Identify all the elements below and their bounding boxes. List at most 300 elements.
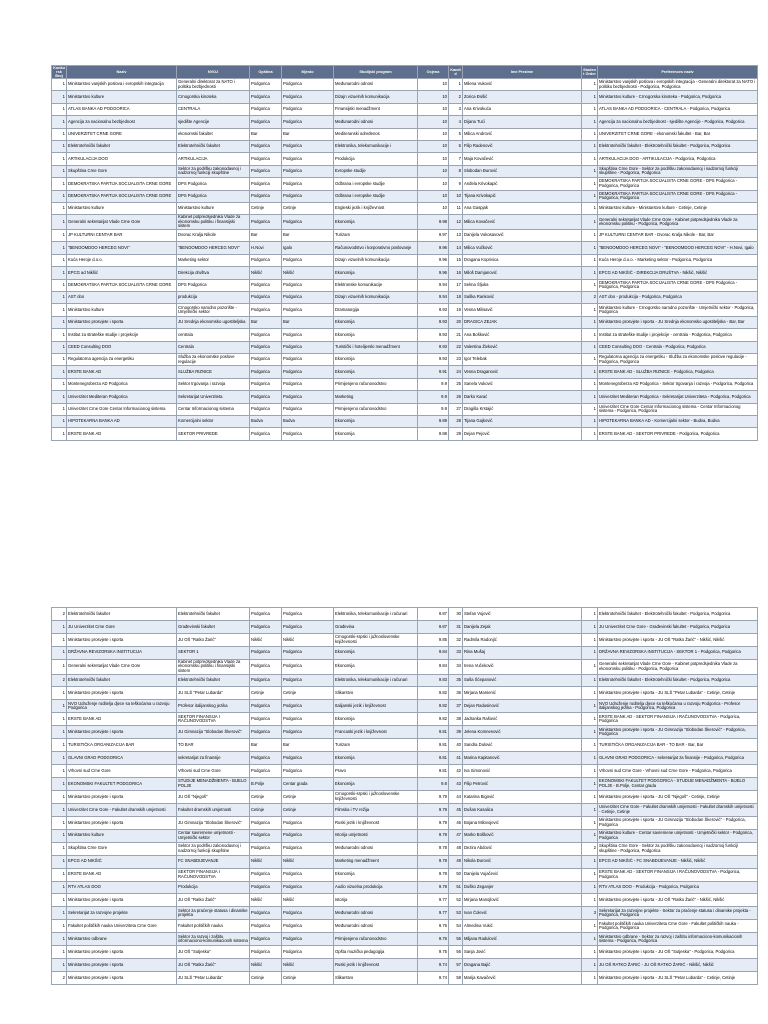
cell-naziv: CEED Consulting DOO	[67, 341, 177, 353]
cell-studijski-program: Opšta muzička pedagogija	[334, 946, 418, 959]
cell-preferences-naziv: TURISTIČKA ORGANIZACIJA BAR - TO BAR - Bar, Bar	[598, 739, 758, 752]
cell-kandidat: 10	[449, 190, 463, 202]
cell-ime-prezime: Dijana Tući	[463, 116, 582, 128]
cell-preferences-naziv: Univerzitet Crne Gore - Fakultet dramskih umjetnosti - Fakultet dramskih umjetnosti - Cetinje, Cetinje	[598, 803, 758, 816]
cell-preferences-naziv: Regulatorna agencija za energetiku - Služba za ekonomske poslove regulacije - Podgorica, Podgorica	[598, 353, 758, 365]
cell-nvoj: Generalni direktorat za NATO i politiku bezbjednosti	[177, 79, 250, 91]
cell-naziv: JU Univerzitet Crne Gore	[67, 620, 177, 633]
table-row[interactable]	[52, 972, 758, 985]
cell-student-order: 1	[582, 190, 598, 202]
cell-student-order: 1	[582, 829, 598, 842]
table-row[interactable]	[52, 959, 758, 972]
cell-opstina: Bar	[250, 316, 282, 328]
cell-preferences-naziv: Skupština Crne Gore - Sektor za podršku zakonodavnoj i nadzornoj funkciji skupštine - Podgorica, Podgorica	[598, 842, 758, 855]
cell-kandidat: 47	[449, 829, 463, 842]
cell-preferences-naziv: RTV ATLAS DOO - Produkcija - Podgorica, Podgorica	[598, 881, 758, 894]
table-row[interactable]	[52, 829, 758, 842]
cell-opstina: Podgorica	[250, 907, 282, 920]
cell-ime-prezime: Ivan Čolević	[463, 907, 582, 920]
cell-student-order: 1	[582, 341, 598, 353]
cell-konkursni-broj: 1	[52, 103, 67, 115]
cell-opstina: Podgorica	[250, 304, 282, 316]
cell-studijski-program: Engleski jezik i književnost	[334, 202, 418, 214]
cell-ime-prezime: Filip Radenović	[463, 140, 582, 152]
cell-kandidat: 50	[449, 868, 463, 881]
cell-ime-prezime: Tijana Gajković	[463, 415, 582, 427]
cell-kandidat: 52	[449, 894, 463, 907]
cell-ocjena: 10	[418, 128, 449, 140]
cell-studijski-program: Filmska i TV režija	[334, 803, 418, 816]
cell-konkursni-broj: 1	[52, 378, 67, 390]
cell-student-order: 1	[582, 215, 598, 230]
cell-konkursni-broj: 1	[52, 816, 67, 829]
cell-ocjena: 9.87	[418, 608, 449, 621]
cell-naziv: Univerzitet Crne Gore - Fakultet dramskih umjetnosti	[67, 803, 177, 816]
table-row[interactable]	[52, 353, 758, 365]
cell-preferences-naziv: Vrhovni sud Crne Gore - Vrhovni sud Crne Gore - Podgorica, Podgorica	[598, 765, 758, 778]
table-row[interactable]	[52, 178, 758, 190]
cell-ime-prezime: Anđela Krivokapić	[463, 178, 582, 190]
table-row[interactable]	[52, 700, 758, 713]
cell-kandidat: 13	[449, 230, 463, 242]
cell-student-order: 1	[582, 752, 598, 765]
cell-studijski-program: Finansijski menadžment	[334, 103, 418, 115]
cell-nvoj: Profesor italijanskog jezika	[177, 700, 250, 713]
cell-ime-prezime: Marko Bošković	[463, 829, 582, 842]
cell-konkursni-broj: 1	[52, 868, 67, 881]
table-row[interactable]	[52, 428, 758, 440]
table-row[interactable]	[52, 329, 758, 341]
cell-mjesto: Podgorica	[282, 279, 334, 291]
cell-naziv: Elektrotehnički fakultet	[67, 140, 177, 152]
cell-mjesto: Podgorica	[282, 608, 334, 621]
table-row[interactable]	[52, 103, 758, 115]
cell-mjesto: Igalo	[282, 242, 334, 254]
table-row[interactable]	[52, 304, 758, 316]
cell-konkursni-broj: 1	[52, 687, 67, 700]
cell-studijski-program: Elektronika, telekomunikacije i računari	[334, 674, 418, 687]
cell-kandidat: 35	[449, 674, 463, 687]
cell-ocjena: 10	[418, 116, 449, 128]
cell-opstina: Podgorica	[250, 816, 282, 829]
table-row[interactable]	[52, 116, 758, 128]
cell-opstina: Podgorica	[250, 378, 282, 390]
table-row[interactable]	[52, 726, 758, 739]
cell-mjesto: Cetinje	[282, 202, 334, 214]
cell-kandidat: 49	[449, 855, 463, 868]
cell-ocjena: 9.97	[418, 230, 449, 242]
table-row[interactable]	[52, 316, 758, 328]
cell-mjesto: Podgorica	[282, 881, 334, 894]
table-row[interactable]	[52, 803, 758, 816]
cell-preferences-naziv: JU Univerzitet Crne Gore - Građevinski fakultet - Podgorica, Podgorica	[598, 620, 758, 633]
table-row[interactable]	[52, 190, 758, 202]
cell-kandidat: 20	[449, 316, 463, 328]
cell-studijski-program: Slikarstvo	[334, 972, 418, 985]
cell-nvoj: Fakultet dramskih umjetnosti	[177, 803, 250, 816]
header-opstina[interactable]: Opština	[250, 66, 282, 79]
cell-ime-prezime: Saša Šćepanović	[463, 674, 582, 687]
cell-opstina: Podgorica	[250, 178, 282, 190]
cell-preferences-naziv: NVO Udruženje roditelja djece sa teškoćama u razvoju Podgorica - Profesor italijanskog jezika - Podgorica, Podgorica	[598, 700, 758, 713]
table-row[interactable]	[52, 816, 758, 829]
cell-nvoj: Sektor za podršku zakonodavnoj i nadzornoj funkciji skupštine	[177, 842, 250, 855]
cell-nvoj: sekretarijat za finansije	[177, 752, 250, 765]
cell-ocjena: 9.77	[418, 907, 449, 920]
cell-ime-prezime: Milica Kovačević	[463, 215, 582, 230]
cell-mjesto: Podgorica	[282, 178, 334, 190]
cell-preferences-naziv: Univerzitet Mediteran Podgorica - Sekretarijat Univerziteta - Podgorica, Podgorica	[598, 391, 758, 403]
cell-kandidat: 51	[449, 881, 463, 894]
table-row[interactable]	[52, 842, 758, 855]
cell-opstina: Podgorica	[250, 700, 282, 713]
cell-konkursni-broj: 1	[52, 752, 67, 765]
table-header	[52, 66, 758, 79]
cell-ime-prezime: Saška Ranković	[463, 292, 582, 304]
cell-mjesto: Podgorica	[282, 765, 334, 778]
cell-ocjena: 9.94	[418, 292, 449, 304]
cell-konkursni-broj: 1	[52, 279, 67, 291]
cell-konkursni-broj: 1	[52, 215, 67, 230]
cell-kandidat: 5	[449, 128, 463, 140]
cell-student-order: 1	[582, 428, 598, 440]
cell-konkursni-broj: 1	[52, 178, 67, 190]
table-row[interactable]	[52, 140, 758, 152]
table-row[interactable]	[52, 254, 758, 266]
cell-mjesto: Podgorica	[282, 907, 334, 920]
cell-student-order: 1	[582, 972, 598, 985]
cell-konkursni-broj: 1	[52, 391, 67, 403]
cell-student-order: 1	[582, 946, 598, 959]
cell-konkursni-broj: 1	[52, 765, 67, 778]
cell-mjesto: Podgorica	[282, 659, 334, 674]
table-row[interactable]	[52, 391, 758, 403]
table-row[interactable]	[52, 778, 758, 791]
header-student-order[interactable]: Student Order	[582, 66, 598, 79]
cell-opstina: Podgorica	[250, 881, 282, 894]
cell-konkursni-broj: 1	[52, 855, 67, 868]
cell-opstina: Podgorica	[250, 752, 282, 765]
table-row[interactable]	[52, 292, 758, 304]
cell-opstina: Podgorica	[250, 659, 282, 674]
cell-preferences-naziv: Kuća Heroje d.o.o. - Marketing sektor - Podgorica, Podgorica	[598, 254, 758, 266]
cell-ime-prezime: Marija Kavačević	[463, 972, 582, 985]
table-row[interactable]	[52, 230, 758, 242]
cell-studijski-program: Dizajn vizuelnih komunikacija	[334, 254, 418, 266]
cell-naziv: ERSTE BANK AD	[67, 713, 177, 726]
cell-student-order: 1	[582, 140, 598, 152]
cell-ocjena: 9.78	[418, 868, 449, 881]
cell-opstina: Podgorica	[250, 79, 282, 91]
cell-ocjena: 9.89	[418, 415, 449, 427]
cell-student-order: 1	[582, 659, 598, 674]
cell-preferences-naziv: "BENOOMDOO HERCEG NOVI" - "BENOOMDOO HERCEG NOVI" - H.Novi, Igalo	[598, 242, 758, 254]
cell-ime-prezime: Mirjana Marsenić	[463, 687, 582, 700]
cell-nvoj: SEKTOR PRIVREDE	[177, 428, 250, 440]
cell-kandidat: 38	[449, 713, 463, 726]
cell-opstina: Bar	[250, 230, 282, 242]
cell-ime-prezime: Selma Šljuka	[463, 279, 582, 291]
cell-student-order: 1	[582, 366, 598, 378]
table-row[interactable]	[52, 687, 758, 700]
cell-nvoj: JU Srednja ekonomsko ugostiteljska	[177, 316, 250, 328]
cell-kandidat: 58	[449, 972, 463, 985]
cell-ocjena: 9.82	[418, 713, 449, 726]
cell-kandidat: 12	[449, 215, 463, 230]
cell-studijski-program: Ekonomija	[334, 316, 418, 328]
cell-mjesto: Podgorica	[282, 329, 334, 341]
table-row[interactable]	[52, 128, 758, 140]
cell-konkursni-broj: 1	[52, 778, 67, 791]
table-row[interactable]	[52, 633, 758, 646]
cell-kandidat: 16	[449, 267, 463, 279]
cell-ocjena: 9.79	[418, 790, 449, 803]
cell-konkursni-broj: 1	[52, 933, 67, 946]
cell-ime-prezime: Milena Vuković	[463, 79, 582, 91]
cell-student-order: 1	[582, 304, 598, 316]
cell-opstina: Podgorica	[250, 153, 282, 165]
cell-nvoj: Dvorac Kralja Nikole	[177, 230, 250, 242]
cell-opstina: Podgorica	[250, 353, 282, 365]
cell-ocjena: 10	[418, 103, 449, 115]
cell-ocjena: 10	[418, 202, 449, 214]
cell-student-order: 1	[582, 855, 598, 868]
cell-preferences-naziv: CEED Consulting DOO - Centrala - Podgorica, Podgorica	[598, 341, 758, 353]
table-row[interactable]	[52, 739, 758, 752]
cell-kandidat: 28	[449, 415, 463, 427]
table-row[interactable]	[52, 881, 758, 894]
cell-naziv: GLAVNI GRAD PODGORICA	[67, 752, 177, 765]
cell-student-order: 1	[582, 165, 598, 177]
cell-ocjena: 9.9	[418, 403, 449, 415]
cell-nvoj: Crnogorsko narodno pozorište - Umjetnički sektor	[177, 304, 250, 316]
table-row[interactable]	[52, 202, 758, 214]
cell-konkursni-broj: 1	[52, 803, 67, 816]
table-body	[52, 79, 758, 441]
cell-mjesto: Podgorica	[282, 292, 334, 304]
cell-naziv: Univerzitet Mediteran Podgorica	[67, 391, 177, 403]
table-row[interactable]	[52, 165, 758, 177]
cell-ime-prezime: Nikola Đurović	[463, 855, 582, 868]
cell-ime-prezime: Danijela Vukosavović	[463, 230, 582, 242]
cell-ocjena: 9.9	[418, 378, 449, 390]
cell-student-order: 1	[582, 230, 598, 242]
table-row[interactable]	[52, 946, 758, 959]
cell-student-order: 1	[582, 403, 598, 415]
cell-nvoj: SEKTOR 1	[177, 646, 250, 659]
table-row[interactable]	[52, 894, 758, 907]
cell-studijski-program: Ekonomija	[334, 752, 418, 765]
cell-student-order: 1	[582, 91, 598, 103]
cell-mjesto: Bar	[282, 316, 334, 328]
table-row[interactable]	[52, 279, 758, 291]
cell-studijski-program: Turistički i hotelijerski menadžment	[334, 341, 418, 353]
table-row[interactable]	[52, 79, 758, 91]
cell-nvoj: Služba za ekonomske poslove regulacije	[177, 353, 250, 365]
cell-nvoj: ARTIKULACIJA	[177, 153, 250, 165]
cell-naziv: Ministarstvo prosvjete i sporta	[67, 959, 177, 972]
cell-kandidat: 3	[449, 103, 463, 115]
cell-mjesto: Podgorica	[282, 920, 334, 933]
cell-kandidat: 24	[449, 366, 463, 378]
table-row[interactable]	[52, 341, 758, 353]
cell-naziv: JP KULTURNI CENTAR BAR	[67, 230, 177, 242]
table-row[interactable]	[52, 242, 758, 254]
table-row[interactable]	[52, 646, 758, 659]
table-row[interactable]	[52, 752, 758, 765]
cell-ocjena: 9.93	[418, 329, 449, 341]
cell-student-order: 1	[582, 254, 598, 266]
cell-ime-prezime: Danijela Vujačević	[463, 868, 582, 881]
cell-konkursni-broj: 1	[52, 190, 67, 202]
header-kandidat[interactable]: Kandid	[449, 66, 463, 79]
cell-naziv: Ministarstvo prosvjete i sporta	[67, 946, 177, 959]
cell-opstina: Podgorica	[250, 391, 282, 403]
cell-mjesto: Podgorica	[282, 713, 334, 726]
table-row[interactable]	[52, 855, 758, 868]
cell-opstina: Podgorica	[250, 254, 282, 266]
cell-konkursni-broj: 1	[52, 292, 67, 304]
cell-studijski-program: Elektronika, telekomunikacije i	[334, 140, 418, 152]
cell-naziv: EPCG ad Nikšić	[67, 267, 177, 279]
cell-mjesto: Podgorica	[282, 829, 334, 842]
header-ime-prezime[interactable]: Ime Prezime	[463, 66, 582, 79]
cell-student-order: 1	[582, 881, 598, 894]
cell-kandidat: 15	[449, 254, 463, 266]
cell-preferences-naziv: EPCG AD NIKŠIĆ - FC SNABDIJEVANJE - Nikšić, Nikšić	[598, 855, 758, 868]
table-row[interactable]	[52, 620, 758, 633]
cell-preferences-naziv: ARTIKULACIJA DOO - ARTIKULACIJA - Podgorica, Podgorica	[598, 153, 758, 165]
cell-ocjena: 9.76	[418, 933, 449, 946]
cell-ocjena: 10	[418, 190, 449, 202]
table-row[interactable]	[52, 713, 758, 726]
header-ocjena[interactable]: Ocjena	[418, 66, 449, 79]
cell-mjesto: Podgorica	[282, 165, 334, 177]
cell-student-order: 1	[582, 391, 598, 403]
cell-studijski-program: Dizajn vizuelnih komunikacija	[334, 91, 418, 103]
table-row[interactable]	[52, 267, 758, 279]
table-row[interactable]	[52, 91, 758, 103]
cell-nvoj: JU SLŠ "Petar Lubarda"	[177, 972, 250, 985]
cell-ime-prezime: Slobodan Đurović	[463, 165, 582, 177]
cell-mjesto: Nikšić	[282, 267, 334, 279]
cell-konkursni-broj: 1	[52, 153, 67, 165]
cell-mjesto: Podgorica	[282, 103, 334, 115]
table-row[interactable]	[52, 153, 758, 165]
cell-opstina: Podgorica	[250, 103, 282, 115]
cell-opstina: Podgorica	[250, 329, 282, 341]
table-row[interactable]	[52, 403, 758, 415]
table-row[interactable]	[52, 415, 758, 427]
cell-ime-prezime: Jadranka Rašović	[463, 713, 582, 726]
cell-naziv: Ministarstvo prosvjete i sporta	[67, 633, 177, 646]
cell-studijski-program: Građevina	[334, 620, 418, 633]
cell-nvoj: Marketing sektor	[177, 254, 250, 266]
cell-kandidat: 31	[449, 620, 463, 633]
cell-opstina: Podgorica	[250, 726, 282, 739]
table-row[interactable]	[52, 674, 758, 687]
table-row[interactable]	[52, 366, 758, 378]
table-row[interactable]	[52, 790, 758, 803]
table-row[interactable]	[52, 933, 758, 946]
cell-opstina: Podgorica	[250, 403, 282, 415]
cell-naziv: NVO Udruženje roditelja djece sa teškoćama u razvoju Podgorica	[67, 700, 177, 713]
cell-ime-prezime: Iva Simonović	[463, 765, 582, 778]
cell-preferences-naziv: JP KULTURNI CENTAR BAR - Dvorac Kralja Nikole - Bar, Bar	[598, 230, 758, 242]
cell-mjesto: Podgorica	[282, 79, 334, 91]
table-row[interactable]	[52, 659, 758, 674]
cell-nvoj: Sektor za razvoj i zaštitu informaciono-komunikacionih sistema	[177, 933, 250, 946]
cell-studijski-program: Evropske studije	[334, 165, 418, 177]
cell-ocjena: 9.93	[418, 341, 449, 353]
cell-opstina: Podgorica	[250, 713, 282, 726]
cell-preferences-naziv: Ministarstvo prosvjete i sporta - JU Gimnazija "Slobodan Škerović" - Podgorica, Podgorica	[598, 816, 758, 829]
cell-ocjena: 9.84	[418, 646, 449, 659]
cell-mjesto: Podgorica	[282, 620, 334, 633]
cell-student-order: 1	[582, 633, 598, 646]
cell-konkursni-broj: 1	[52, 739, 67, 752]
header-naziv[interactable]: Naziv	[67, 66, 177, 79]
cell-naziv: Generalni sekretarijat Vlade Crne Gore	[67, 659, 177, 674]
cell-naziv: DEMOKRATSKA PARTIJA SOCIJALISTA CRNE GORE	[67, 190, 177, 202]
cell-student-order: 1	[582, 378, 598, 390]
cell-ime-prezime: Dejan Pejović	[463, 428, 582, 440]
table-row[interactable]	[52, 868, 758, 881]
cell-opstina: Cetinje	[250, 803, 282, 816]
cell-konkursni-broj: 1	[52, 829, 67, 842]
cell-ime-prezime: Radmila Radonjić	[463, 633, 582, 646]
cell-ime-prezime: Almedina Vukić	[463, 920, 582, 933]
header-preferences-naziv[interactable]: Preferences naziv	[598, 66, 758, 79]
cell-naziv: ERSTE BANK AD	[67, 366, 177, 378]
cell-student-order: 1	[582, 868, 598, 881]
table-row[interactable]	[52, 378, 758, 390]
header-konkursni-broj[interactable]: Konkursk Broj	[53, 66, 65, 78]
cell-mjesto: Podgorica	[282, 726, 334, 739]
table-row[interactable]	[52, 215, 758, 230]
table-row[interactable]	[52, 608, 758, 621]
cell-nvoj: DPS Podgorica	[177, 279, 250, 291]
cell-studijski-program: Međunarodni odnosi	[334, 842, 418, 855]
cell-kandidat: 43	[449, 778, 463, 791]
cell-ocjena: 9.9	[418, 391, 449, 403]
cell-ime-prezime: Ana Krivokuća	[463, 103, 582, 115]
cell-kandidat: 4	[449, 116, 463, 128]
cell-mjesto: Podgorica	[282, 816, 334, 829]
header-studijski-program[interactable]: Studijski program	[334, 66, 418, 79]
cell-studijski-program: Odbrana i evropske studije	[334, 190, 418, 202]
cell-nvoj: Fakultet političkih nauka	[177, 920, 250, 933]
table-row[interactable]	[52, 907, 758, 920]
cell-nvoj: FC SNABDIJEVANJE	[177, 855, 250, 868]
cell-naziv: Institut za strateške studije i projekcije	[67, 329, 177, 341]
cell-naziv: DRŽAVNA REVIZORSKA INSTITUCIJA	[67, 646, 177, 659]
table-row[interactable]	[52, 765, 758, 778]
cell-ime-prezime: Irena Vučeković	[463, 659, 582, 674]
table-row[interactable]	[52, 920, 758, 933]
cell-mjesto: Podgorica	[282, 190, 334, 202]
cell-kandidat: 48	[449, 842, 463, 855]
header-mjesto[interactable]: Mjesto	[282, 66, 334, 79]
header-nvoj[interactable]: NVOJ	[177, 66, 250, 79]
cell-student-order: 1	[582, 803, 598, 816]
cell-naziv: Generalni sekretarijat Vlade Crne Gore	[67, 215, 177, 230]
cell-nvoj: JU OŠ "Ratko Žarić"	[177, 633, 250, 646]
cell-opstina: Cetinje	[250, 972, 282, 985]
cell-naziv: UNIVERZITET CRNE GORE	[67, 128, 177, 140]
cell-opstina: Podgorica	[250, 946, 282, 959]
cell-ocjena: 9.85	[418, 633, 449, 646]
